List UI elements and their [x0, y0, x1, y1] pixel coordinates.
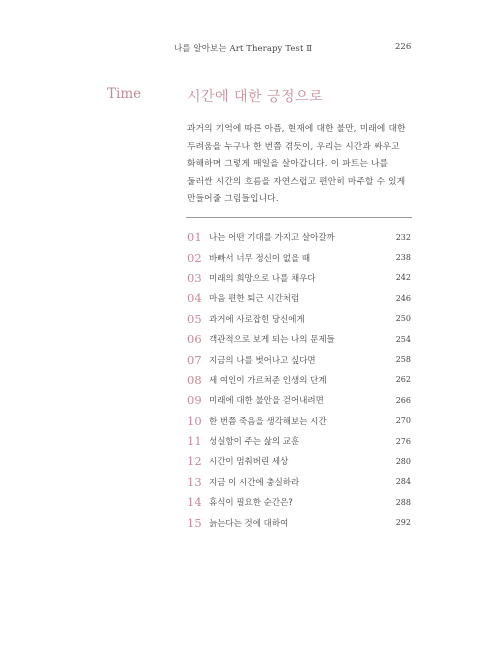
toc-entry-number: 03 [187, 270, 202, 285]
running-header-title: 나를 알아보는 Art Therapy Test Ⅱ [174, 44, 313, 54]
toc-entry-page: 270 [395, 416, 411, 426]
toc-entry-page: 232 [395, 232, 411, 242]
section-heading: 시간에 대한 긍정으로 [187, 89, 324, 105]
toc-entry-title: 과거에 사로잡힌 당신에게 [209, 314, 305, 325]
toc-entry-page: 280 [395, 456, 411, 466]
toc-entry-number: 06 [187, 332, 202, 347]
toc-entry[interactable] [187, 431, 411, 451]
toc-entry-title: 지금의 나를 벗어나고 싶다면 [209, 355, 316, 366]
toc-entry-title: 세 여인이 가르쳐준 인생의 단계 [209, 375, 327, 386]
toc-entry-page: 238 [395, 253, 411, 263]
toc-entry-number: 02 [187, 250, 202, 265]
toc-entry-title: 성실함이 주는 삶의 교훈 [209, 437, 300, 448]
toc-entry-number: 15 [187, 515, 202, 530]
toc-entry[interactable] [187, 390, 411, 410]
toc-entry-number: 07 [187, 352, 202, 367]
toc-entry-page: 266 [395, 395, 411, 405]
toc-entry-title: 늙는다는 것에 대하여 [209, 518, 289, 529]
intro-line: 만들어줄 그림들입니다. [187, 194, 279, 204]
toc-entry-number: 10 [187, 413, 202, 428]
section-divider [186, 217, 412, 218]
toc-entry-number: 04 [187, 291, 202, 306]
toc-entry-page: 246 [395, 293, 411, 303]
toc-entry-page: 292 [395, 518, 411, 528]
toc-entry-title: 한 번쯤 죽음을 생각해보는 시간 [209, 416, 327, 427]
toc-entry[interactable] [187, 370, 411, 390]
toc-entry-page: 276 [395, 436, 411, 446]
section-intro [187, 121, 417, 209]
intro-line: 두려움을 누구나 한 번쯤 겪듯이, 우리는 시간과 싸우고 [187, 141, 400, 152]
toc-entry[interactable] [187, 309, 411, 329]
toc-entry-number: 05 [187, 311, 202, 326]
toc-entry[interactable] [187, 451, 411, 471]
toc-entry-title: 바빠서 너무 정신이 없을 때 [209, 253, 311, 264]
toc-entry-title: 시간이 멈춰버린 세상 [209, 457, 289, 468]
toc-entry-number: 09 [187, 393, 202, 408]
toc-entry[interactable] [187, 329, 411, 349]
toc-entry[interactable] [187, 349, 411, 369]
toc-entry-title: 미래에 대한 불안을 걷어내려면 [209, 396, 324, 407]
intro-line: 화해하며 그렇게 매일을 살아갑니다. 이 파트는 나를 [187, 159, 389, 169]
table-of-contents [187, 227, 411, 533]
toc-entry-page: 254 [395, 334, 411, 344]
toc-entry-page: 284 [395, 477, 411, 487]
toc-entry-title: 나는 어떤 기대를 가지고 살아갈까 [209, 233, 335, 244]
intro-line: 둘러싼 시간의 흐름을 자연스럽고 편안히 마주할 수 있게 [187, 176, 406, 187]
toc-entry-page: 250 [395, 314, 411, 324]
toc-entry[interactable] [187, 472, 411, 492]
toc-entry[interactable] [187, 247, 411, 267]
toc-entry-page: 242 [395, 273, 411, 283]
toc-entry-page: 258 [395, 355, 411, 365]
toc-entry[interactable] [187, 492, 411, 512]
toc-entry-number: 13 [187, 474, 202, 489]
intro-line: 과거의 기억에 따른 아픔, 현재에 대한 불만, 미래에 대한 [187, 124, 406, 134]
running-header-page-number: 226 [395, 42, 412, 52]
toc-entry-title: 지금 이 시간에 충실하라 [209, 477, 300, 488]
toc-entry-number: 11 [187, 434, 202, 449]
toc-entry[interactable] [187, 411, 411, 431]
toc-entry-number: 14 [187, 495, 202, 510]
toc-entry[interactable] [187, 288, 411, 308]
toc-entry-title: 미래의 희망으로 나를 채우다 [209, 273, 316, 284]
section-label: Time [107, 86, 142, 102]
toc-entry[interactable] [187, 227, 411, 247]
toc-entry-number: 08 [187, 372, 202, 387]
toc-entry-number: 12 [187, 454, 202, 469]
toc-entry-title: 객관적으로 보게 되는 나의 문제들 [209, 335, 335, 346]
toc-entry-number: 01 [187, 230, 202, 245]
toc-entry-page: 288 [395, 497, 411, 507]
toc-entry-page: 262 [395, 375, 411, 385]
toc-entry[interactable] [187, 512, 411, 532]
toc-entry-title: 휴식이 필요한 순간은? [209, 498, 293, 509]
toc-entry[interactable] [187, 268, 411, 288]
toc-entry-title: 마음 편한 퇴근 시간처럼 [209, 294, 300, 305]
